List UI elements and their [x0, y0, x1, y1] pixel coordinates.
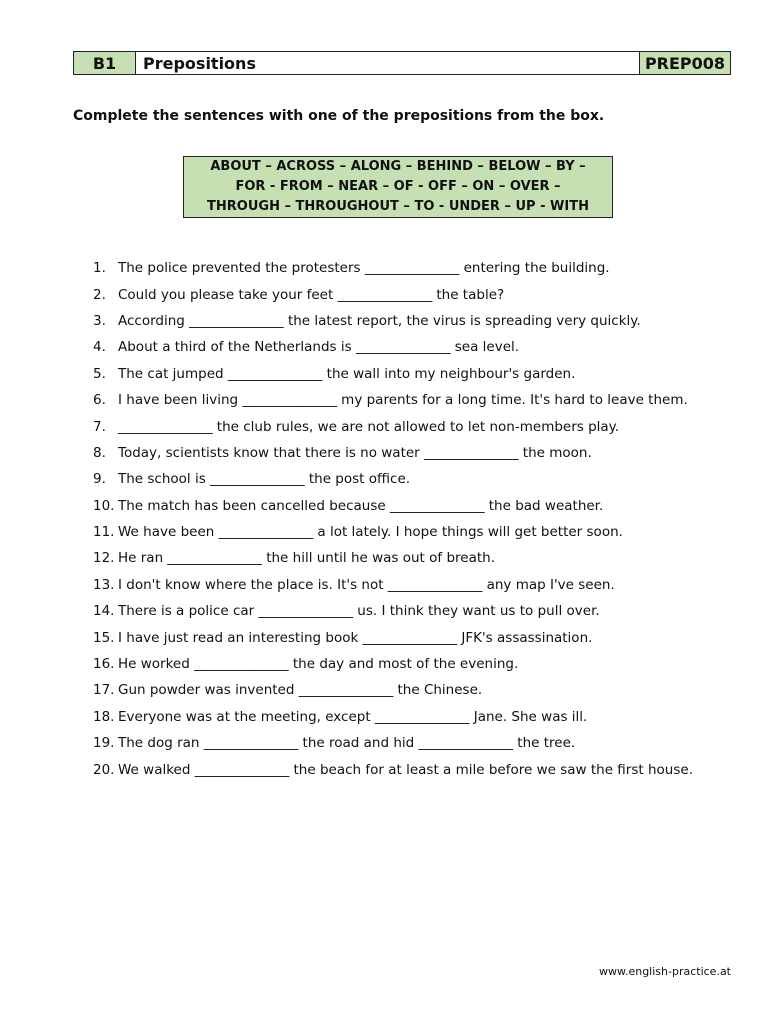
sentence-text: The dog ran ______________ the road and hid ______________ the tree. — [118, 735, 576, 752]
word-box-line: THROUGH – THROUGHOUT – TO - UNDER – UP - WITH — [207, 199, 589, 214]
sentence-item — [93, 730, 693, 756]
sentence-item — [93, 651, 693, 677]
sentence-text: I have been living ______________ my parents for a long time. It's hard to leave them. — [118, 392, 688, 409]
sentence-number: 18. — [93, 708, 115, 725]
sentence-text: He ran ______________ the hill until he was out of breath. — [118, 550, 495, 567]
preposition-word-box — [183, 156, 613, 218]
sentence-item — [93, 361, 693, 387]
sentence-text: The cat jumped ______________ the wall into my neighbour's garden. — [118, 365, 576, 382]
sentence-number: 16. — [93, 656, 115, 673]
worksheet-code: PREP008 — [639, 52, 730, 74]
sentence-number: 8. — [93, 444, 106, 461]
sentence-number: 2. — [93, 286, 106, 303]
worksheet-title: Prepositions — [136, 52, 639, 74]
sentence-item — [93, 281, 693, 307]
footer-url: www.english-practice.at — [598, 965, 731, 978]
sentence-number: 3. — [93, 312, 106, 329]
sentence-text: The match has been cancelled because ______________ the bad weather. — [118, 497, 604, 514]
sentence-text: According ______________ the latest report, the virus is spreading very quickly. — [118, 312, 641, 329]
worksheet-header — [73, 51, 731, 75]
sentence-item — [93, 598, 693, 624]
sentence-item — [93, 756, 693, 782]
sentence-item — [93, 677, 693, 703]
sentence-number: 20. — [93, 761, 115, 778]
instructions: Complete the sentences with one of the prepositions from the box. — [73, 108, 605, 124]
sentence-item — [93, 440, 693, 466]
sentence-number: 14. — [93, 603, 115, 620]
sentence-number: 6. — [93, 392, 106, 409]
sentence-text: The police prevented the protesters ______________ entering the building. — [118, 260, 610, 277]
sentence-item — [93, 334, 693, 360]
sentence-number: 9. — [93, 471, 106, 488]
sentence-item — [93, 624, 693, 650]
sentence-item — [93, 493, 693, 519]
sentence-number: 15. — [93, 629, 115, 646]
sentence-text: I don't know where the place is. It's not ______________ any map I've seen. — [118, 576, 615, 593]
sentence-text: Could you please take your feet ______________ the table? — [118, 286, 505, 303]
sentence-text: Everyone was at the meeting, except ______________ Jane. She was ill. — [118, 708, 588, 725]
sentence-number: 7. — [93, 418, 106, 435]
sentence-item — [93, 572, 693, 598]
sentence-text: Today, scientists know that there is no water ______________ the moon. — [118, 444, 592, 461]
sentence-text: Gun powder was invented ______________ the Chinese. — [118, 682, 483, 699]
sentence-number: 13. — [93, 576, 115, 593]
sentence-number: 17. — [93, 682, 115, 699]
sentence-item — [93, 466, 693, 492]
word-box-line: FOR - FROM – NEAR – OF - OFF – ON – OVER – — [235, 179, 561, 194]
sentence-list — [93, 255, 693, 783]
sentence-item — [93, 519, 693, 545]
word-box-line: ABOUT – ACROSS – ALONG – BEHIND – BELOW – BY – — [210, 159, 586, 174]
sentence-item — [93, 545, 693, 571]
sentence-number: 10. — [93, 497, 115, 514]
level-badge: B1 — [74, 52, 136, 74]
sentence-text: We have been ______________ a lot lately. I hope things will get better soon. — [118, 524, 623, 541]
sentence-item — [93, 704, 693, 730]
sentence-number: 1. — [93, 260, 106, 277]
sentence-number: 12. — [93, 550, 115, 567]
sentence-number: 5. — [93, 365, 106, 382]
sentence-number: 4. — [93, 339, 106, 356]
sentence-item — [93, 387, 693, 413]
sentence-number: 19. — [93, 735, 115, 752]
sentence-text: The school is ______________ the post office. — [118, 471, 411, 488]
sentence-text: About a third of the Netherlands is ______________ sea level. — [118, 339, 520, 356]
sentence-text: We walked ______________ the beach for at least a mile before we saw the first house. — [118, 761, 693, 778]
sentence-item — [93, 255, 693, 281]
sentence-text: ______________ the club rules, we are not allowed to let non-members play. — [118, 418, 620, 435]
sentence-text: He worked ______________ the day and most of the evening. — [118, 656, 519, 673]
sentence-text: I have just read an interesting book ______________ JFK's assassination. — [118, 629, 593, 646]
sentence-item — [93, 413, 693, 439]
sentence-item — [93, 308, 693, 334]
sentence-number: 11. — [93, 524, 115, 541]
sentence-text: There is a police car ______________ us. I think they want us to pull over. — [118, 603, 600, 620]
